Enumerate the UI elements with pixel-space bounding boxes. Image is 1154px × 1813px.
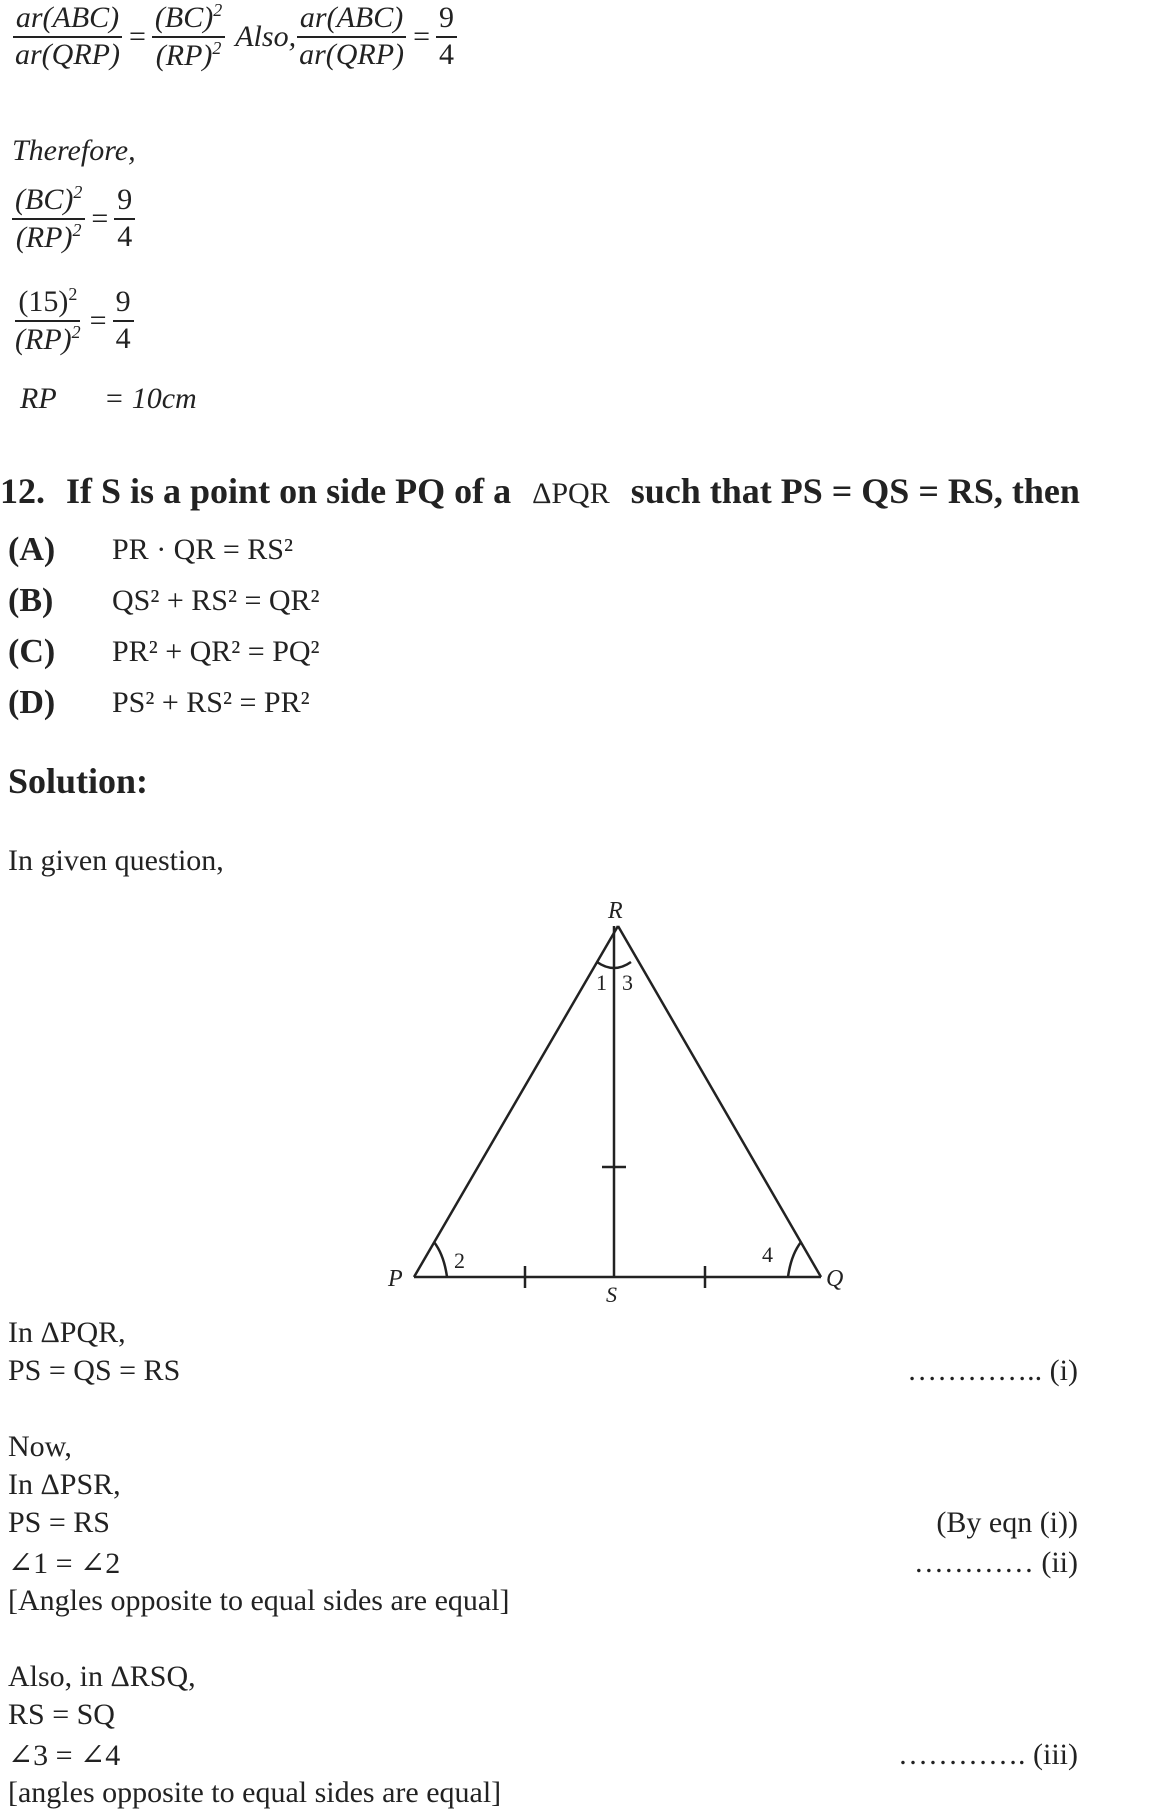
side-rq bbox=[618, 926, 821, 1277]
numerator: ar(ABC) bbox=[13, 1, 122, 38]
option-c bbox=[8, 626, 320, 677]
vertex-label-r: R bbox=[608, 898, 623, 924]
fraction-ar-ratio bbox=[12, 1, 123, 72]
also-word: Also, bbox=[235, 19, 297, 53]
vertex-label-p: P bbox=[388, 1266, 403, 1292]
line-ps-rs: PS = RS bbox=[8, 1506, 110, 1539]
rp-result bbox=[20, 382, 197, 416]
ratio-equation bbox=[12, 0, 457, 73]
line-angle3-angle4: ∠3 = ∠4 bbox=[8, 1739, 121, 1772]
options-list bbox=[8, 524, 320, 728]
line-also-rsq: Also, in ΔRSQ, bbox=[8, 1660, 196, 1693]
angle-label-3: 3 bbox=[622, 970, 633, 995]
line-now: Now, bbox=[8, 1430, 72, 1463]
numerator: (BC)$^2$ bbox=[12, 182, 85, 220]
numerator: ar(ABC) bbox=[297, 1, 406, 38]
option-label: (B) bbox=[8, 581, 54, 619]
angle-label-4: 4 bbox=[762, 1242, 773, 1267]
line-ps-qs-rs: PS = QS = RS bbox=[8, 1354, 181, 1387]
angle-arc-q bbox=[788, 1242, 801, 1277]
denominator: 4 bbox=[438, 37, 454, 71]
fraction-15-rp bbox=[12, 284, 84, 357]
fraction-nine-fourths bbox=[114, 183, 135, 254]
equals-sign: = bbox=[413, 19, 430, 53]
denominator: ar(QRP) bbox=[299, 37, 405, 71]
angle-label-1: 1 bbox=[596, 970, 607, 995]
equals-sign: = bbox=[89, 303, 107, 337]
angle-arc-p bbox=[434, 1242, 447, 1277]
equals-sign: = bbox=[91, 201, 109, 235]
fraction-nine-fourths bbox=[113, 285, 134, 356]
denominator: 4 bbox=[115, 321, 131, 355]
denominator: (RP)$^2$ bbox=[15, 321, 81, 356]
option-expression: QS² + RS² = QR² bbox=[112, 583, 320, 617]
ref-eqn-ii: ………… (ii) bbox=[913, 1546, 1078, 1579]
rp-value: = 10cm bbox=[104, 382, 197, 415]
option-expression: PR² + QR² = PQ² bbox=[112, 634, 320, 668]
fraction-side-ratio bbox=[152, 0, 225, 73]
option-label: (C) bbox=[8, 632, 56, 670]
option-a bbox=[8, 524, 320, 575]
option-d bbox=[8, 677, 320, 728]
numerator: (BC)$^2$ bbox=[152, 0, 225, 38]
question-text-start: If S is a point on side PQ of a bbox=[66, 471, 512, 511]
line-in-pqr: In ΔPQR, bbox=[8, 1316, 126, 1349]
denominator: (RP)$^2$ bbox=[15, 219, 82, 254]
fraction-bc-rp bbox=[12, 182, 85, 255]
line-in-psr: In ΔPSR, bbox=[8, 1468, 121, 1501]
numerator: 9 bbox=[113, 285, 134, 322]
question-text-end: such that PS = QS = RS, then bbox=[630, 471, 1080, 511]
equals-sign: = bbox=[128, 19, 146, 53]
ref-by-eqn-i: (By eqn (i)) bbox=[936, 1506, 1078, 1539]
fraction-nine-fourths bbox=[436, 1, 457, 72]
option-expression: PR · QR = RS² bbox=[112, 532, 293, 566]
numerator: 9 bbox=[436, 1, 457, 38]
denominator: ar(QRP) bbox=[15, 37, 120, 71]
solution-heading: Solution: bbox=[8, 761, 149, 801]
vertex-label-q: Q bbox=[826, 1266, 844, 1292]
rp-label: RP bbox=[20, 382, 57, 415]
option-b bbox=[8, 575, 320, 626]
line-angle1-angle2: ∠1 = ∠2 bbox=[8, 1547, 121, 1580]
solution-intro: In given question, bbox=[8, 844, 224, 877]
step-15-rp bbox=[12, 284, 134, 357]
ref-eqn-i: ………….. (i) bbox=[907, 1354, 1078, 1387]
denominator: (RP)$^2$ bbox=[155, 37, 222, 72]
numerator: 9 bbox=[114, 183, 135, 220]
option-label: (A) bbox=[8, 530, 56, 568]
step-bc-rp bbox=[12, 182, 135, 255]
angle-label-2: 2 bbox=[454, 1248, 465, 1273]
vertex-label-s: S bbox=[606, 1282, 617, 1307]
side-pr bbox=[414, 926, 618, 1277]
denominator: 4 bbox=[117, 219, 133, 253]
numerator: $(15)^2$ bbox=[15, 284, 80, 322]
option-expression: PS² + RS² = PR² bbox=[112, 685, 310, 719]
line-rs-sq: RS = SQ bbox=[8, 1698, 115, 1731]
therefore-label: Therefore, bbox=[12, 134, 136, 167]
fraction-ar-ratio-2 bbox=[296, 1, 407, 72]
line-reason-1: [Angles opposite to equal sides are equal] bbox=[8, 1584, 510, 1617]
triangle-diagram bbox=[380, 890, 860, 1310]
line-reason-2: [angles opposite to equal sides are equal] bbox=[8, 1776, 502, 1809]
ref-eqn-iii: …………. (iii) bbox=[898, 1738, 1078, 1771]
triangle-symbol: ΔPQR bbox=[532, 477, 610, 510]
question-12 bbox=[0, 470, 1080, 512]
option-label: (D) bbox=[8, 683, 56, 721]
question-number: 12. bbox=[0, 471, 45, 511]
